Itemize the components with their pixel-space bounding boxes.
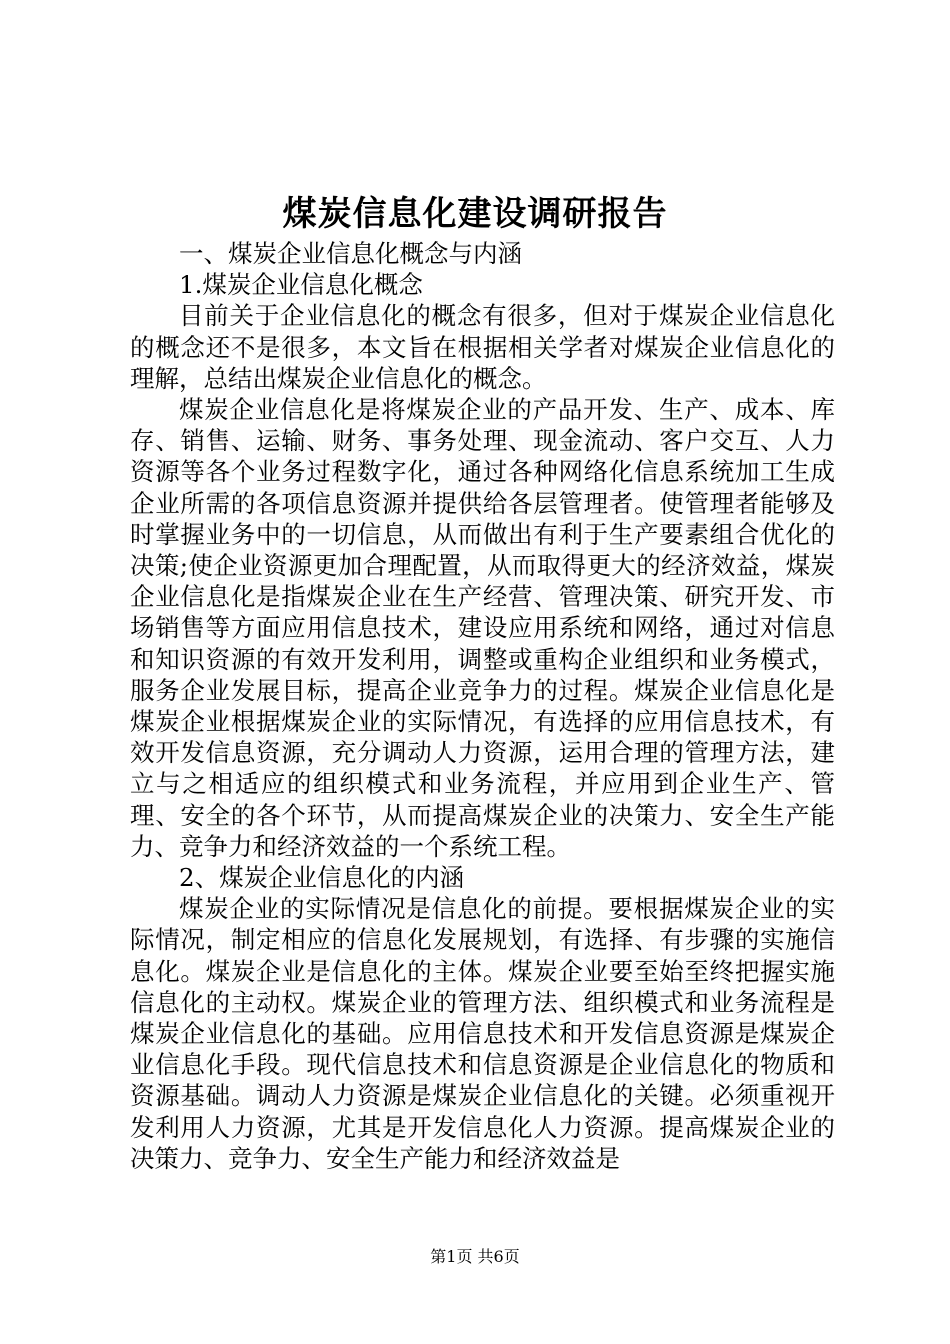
document-title: 煤炭信息化建设调研报告 xyxy=(282,194,668,234)
body-paragraph: 煤炭企业的实际情况是信息化的前提。要根据煤炭企业的实际情况，制定相应的信息化发展规划，有选择、有步骤的实施信息化。煤炭企业是信息化的主体。煤炭企业要至始至终把握实施信息化的主动权。煤炭企业的管理方法、组织模式和业务流程是煤炭企业信息化的基础。应用信息技术和开发信息资源是煤炭企业信息化手段。现代信息技术和信息资源是企业信息化的物质和资源基础。调动人力资源是煤炭企业信息化的关键。必须重视开发利用人力资源，尤其是开发信息化人力资源。提高煤炭企业的决策力、竞争力、安全生产能力和经济效益是 xyxy=(130,894,835,1173)
subsection-heading: 1.煤炭企业信息化概念 xyxy=(179,270,423,300)
body-paragraph: 目前关于企业信息化的概念有很多，但对于煤炭企业信息化的概念还不是很多，本文旨在根据相关学者对煤炭企业信息化的理解，总结出煤炭企业信息化的概念。 xyxy=(130,301,835,393)
page-footer: 第1页 共6页 xyxy=(430,1247,520,1266)
body-paragraph: 煤炭企业信息化是将煤炭企业的产品开发、生产、成本、库存、销售、运输、财务、事务处理、现金流动、客户交互、人力资源等各个业务过程数字化，通过各种网络化信息系统加工生成企业所需的各项信息资源并提供给各层管理者。使管理者能够及时掌握业务中的一切信息，从而做出有利于生产要素组合优化的决策;使企业资源更加合理配置，从而取得更大的经济效益，煤炭企业信息化是指煤炭企业在生产经营、管理决策、研究开发、市场销售等方面应用信息技术，建设应用系统和网络，通过对信息和知识资源的有效开发利用，调整或重构企业组织和业务模式，服务企业发展目标，提高企业竞争力的过程。煤炭企业信息化是煤炭企业根据煤炭企业的实际情况，有选择的应用信息技术，有效开发信息资源，充分调动人力资源，运用合理的管理方法，建立与之相适应的组织模式和业务流程，并应用到企业生产、管理、安全的各个环节，从而提高煤炭企业的决策力、安全生产能力、竞争力和经济效益的一个系统工程。 xyxy=(130,395,835,861)
section-heading: 一、煤炭企业信息化概念与内涵 xyxy=(179,239,522,268)
subsection-heading: 2、煤炭企业信息化的内涵 xyxy=(179,863,465,893)
document-body xyxy=(130,238,835,1174)
